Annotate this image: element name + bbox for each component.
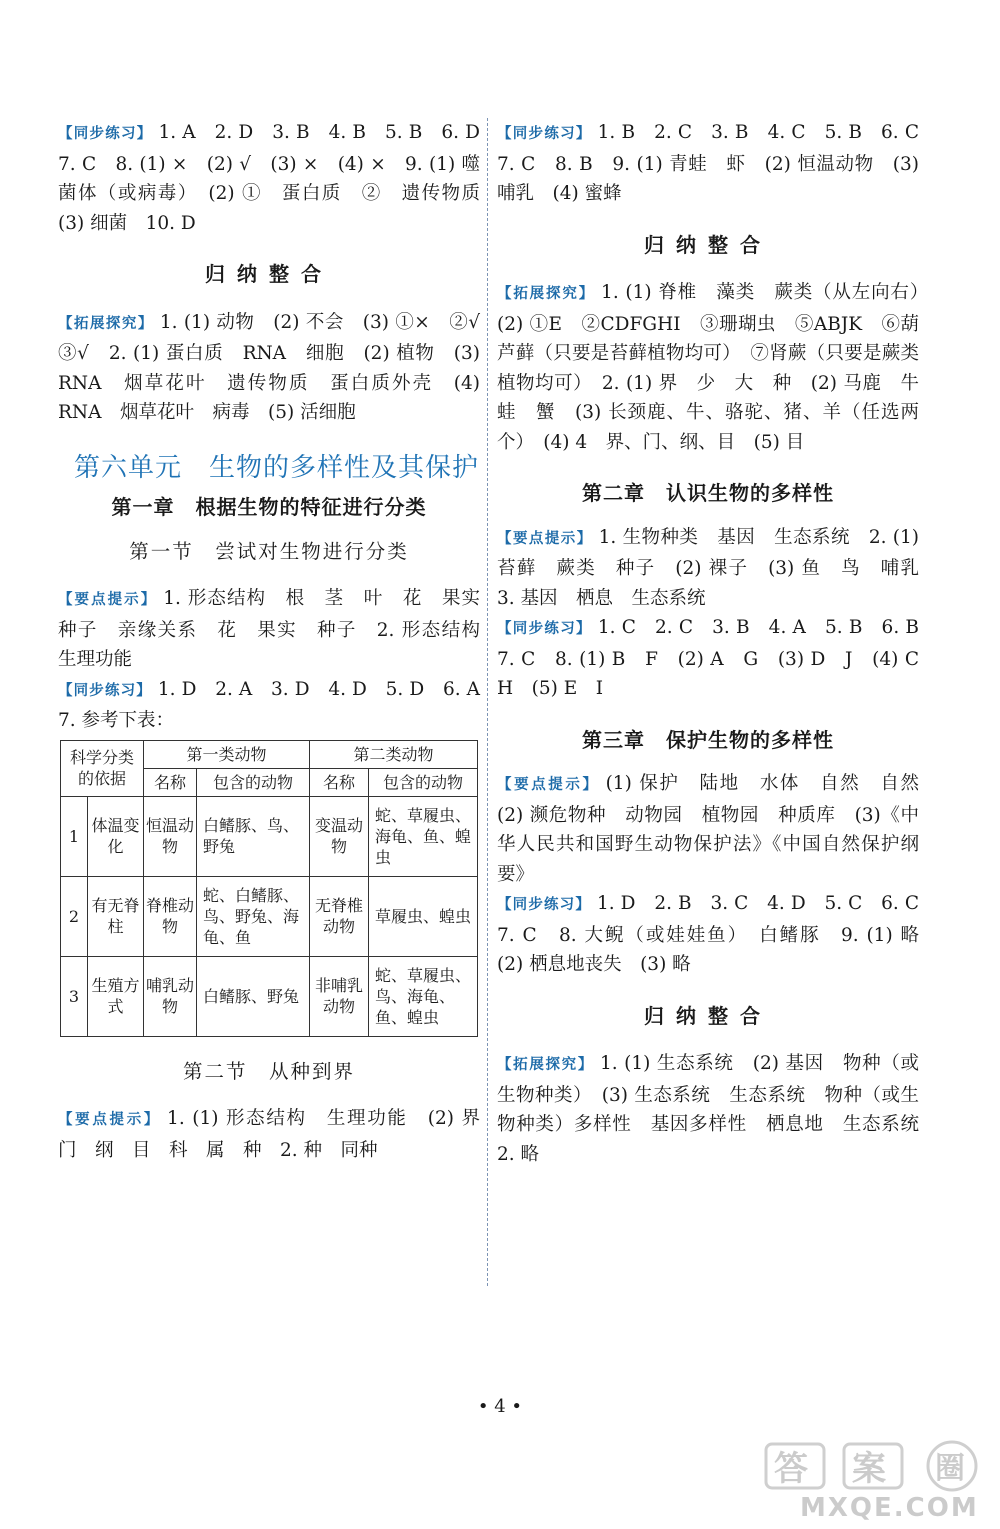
row-group1-name: 脊椎动物 — [144, 876, 197, 956]
sync-practice-block — [497, 889, 938, 980]
summary-heading: 归纳整合 — [644, 1003, 772, 1028]
section-title: 第二节 从种到界 — [182, 1059, 355, 1083]
unit-title: 第六单元 生物的多样性及其保护 — [74, 452, 480, 483]
row-basis: 有无脊柱 — [88, 876, 144, 956]
svg-text:圈: 圈 — [935, 1451, 965, 1486]
row-group1-name: 恒温动物 — [144, 796, 197, 876]
section-tag: 【拓展探究】 — [497, 1057, 594, 1073]
table-row — [61, 796, 478, 876]
section-tag: 【要点提示】 — [497, 530, 593, 547]
row-group1-animals: 白鳍豚、野兔 — [197, 956, 310, 1036]
answer-text: 1. D 2. A 3. D 4. D 5. D 6. A 7. 参考下表： — [58, 678, 499, 731]
section-title: 第一节 尝试对生物进行分类 — [129, 539, 409, 563]
table-header-name: 名称 — [310, 768, 369, 796]
summary-heading: 归纳整合 — [644, 232, 772, 257]
answer-text: 1. (1) 脊椎 藻类 蕨类（从左向右） (2) ①E ②CDFGHI ③珊瑚虫 ⑤ABJK ⑥葫芦藓（只要是苔藓植物均可） ⑦肾蕨（只要是蕨类植物均可） 2. (1) 界 少 大 种 (2) 马鹿 牛 蛙 蟹 (3) 长颈鹿、牛、骆驼、猪、羊（任选两个） (4) 4 界、门、纲、目 (5) 目 — [497, 282, 938, 453]
row-group2-animals: 蛇、草履虫、海龟、鱼、蝗虫 — [369, 796, 478, 876]
row-group1-animals: 蛇、白鳍豚、鸟、野兔、海龟、鱼 — [197, 876, 310, 956]
answer-text: (1) 保护 陆地 水体 自然 自然 (2) 濒危物种 动物园 植物园 种质库 (3)《中华人民共和国野生动物保护法》《中国自然保护纲要》 — [497, 773, 938, 885]
row-group2-animals: 蛇、草履虫、鸟、海龟、鱼、蝗虫 — [369, 956, 478, 1036]
sync-practice-block — [497, 613, 938, 704]
svg-text:案: 案 — [852, 1449, 886, 1489]
row-group2-animals: 草履虫、蝗虫 — [369, 876, 478, 956]
left-column — [58, 118, 499, 1165]
key-points-block — [497, 769, 938, 889]
section-tag: 【同步练习】 — [497, 621, 592, 637]
section-tag: 【同步练习】 — [497, 897, 591, 913]
row-group2-name: 无脊椎动物 — [310, 876, 369, 956]
answer-text: 1. B 2. C 3. B 4. C 5. B 6. C 7. C 8. B 9. (1) 青蛙 虾 (2) 恒温动物 (3) 哺乳 (4) 蜜蜂 — [497, 122, 938, 204]
key-points-block — [58, 1104, 499, 1165]
row-group2-name: 非哺乳动物 — [310, 956, 369, 1036]
table-row — [61, 956, 478, 1036]
svg-text:MXQE.COM: MXQE.COM — [800, 1493, 979, 1522]
column-divider — [487, 118, 488, 1286]
extension-block — [58, 308, 499, 428]
table-header-include: 包含的动物 — [197, 768, 310, 796]
answer-text: 1. D 2. B 3. C 4. D 5. C 6. C 7. C 8. 大鲵（或娃娃鱼） 白鳍豚 9. (1) 略 (2) 栖息地丧失 (3) 略 — [497, 893, 938, 975]
table-header-include: 包含的动物 — [369, 768, 478, 796]
section-tag: 【拓展探究】 — [58, 315, 154, 332]
section-tag: 【要点提示】 — [58, 592, 158, 608]
svg-text:答: 答 — [774, 1449, 808, 1489]
answer-text: 1. A 2. D 3. B 4. B 5. B 6. D 7. C 8. (1) × (2) √ (3) × (4) × 9. (1) 噬菌体（或病毒） (2) ① 蛋白质 ② 遗传物质 (3) 细菌 10. D — [58, 122, 499, 234]
row-number: 1 — [61, 796, 88, 876]
row-group1-animals: 白鳍豚、鸟、野兔 — [197, 796, 310, 876]
table-header-row — [61, 740, 478, 768]
section-tag: 【同步练习】 — [58, 126, 153, 142]
row-group2-name: 变温动物 — [310, 796, 369, 876]
page-number: • 4 • — [477, 1396, 523, 1417]
key-points-block — [58, 584, 499, 675]
right-column — [497, 118, 938, 1169]
sync-practice-block — [58, 675, 499, 736]
watermark-logo — [760, 1440, 992, 1522]
answer-text: 1. C 2. C 3. B 4. A 5. B 6. B 7. C 8. (1) B F (2) A G (3) D J (4) C H (5) E I — [497, 617, 938, 699]
classification-table — [60, 740, 478, 1037]
summary-heading: 归纳整合 — [205, 262, 333, 286]
row-group1-name: 哺乳动物 — [144, 956, 197, 1036]
extension-block — [497, 1049, 938, 1169]
table-header-group2: 第二类动物 — [310, 740, 478, 768]
chapter-title: 第二章 认识生物的多样性 — [582, 481, 834, 505]
row-basis: 体温变化 — [88, 796, 144, 876]
row-number: 2 — [61, 876, 88, 956]
answer-text: 1. (1) 形态结构 生理功能 (2) 界 门 纲 目 科 属 种 2. 种 同种 — [58, 1108, 499, 1161]
table-row — [61, 876, 478, 956]
section-tag: 【要点提示】 — [497, 777, 600, 793]
answer-text: 1. 形态结构 根 茎 叶 花 果实 种子 亲缘关系 花 果实 种子 2. 形态结构 生理功能 — [58, 588, 499, 670]
section-tag: 【拓展探究】 — [497, 286, 596, 302]
table-header-basis: 科学分类的依据 — [61, 740, 144, 796]
chapter-title: 第一章 根据生物的特征进行分类 — [111, 495, 427, 519]
row-basis: 生殖方式 — [88, 956, 144, 1036]
section-tag: 【同步练习】 — [497, 126, 592, 142]
sync-practice-block — [58, 118, 499, 238]
answer-text: 1. 生物种类 基因 生态系统 2. (1) 苔藓 蕨类 种子 (2) 裸子 (3) 鱼 鸟 哺乳 3. 基因 栖息 生态系统 — [497, 526, 938, 609]
table-header-name: 名称 — [144, 768, 197, 796]
sync-practice-block — [497, 118, 938, 209]
section-tag: 【要点提示】 — [58, 1112, 162, 1128]
extension-block — [497, 278, 938, 457]
key-points-block — [497, 523, 938, 614]
section-tag: 【同步练习】 — [58, 682, 152, 699]
answer-text: 1. (1) 生态系统 (2) 基因 物种（或生物种类） (3) 生态系统 生态系统 物种（或生物种类）多样性 基因多样性 栖息地 生态系统 2. 略 — [497, 1053, 938, 1165]
table-header-group1: 第一类动物 — [144, 740, 310, 768]
answer-text: 1. (1) 动物 (2) 不会 (3) ①× ②√ ③√ 2. (1) 蛋白质 RNA 细胞 (2) 植物 (3) RNA 烟草花叶 遗传物质 蛋白质外壳 (4) RNA 烟草花叶 病毒 (5) 活细胞 — [58, 311, 499, 423]
chapter-title: 第三章 保护生物的多样性 — [582, 727, 834, 752]
row-number: 3 — [61, 956, 88, 1036]
